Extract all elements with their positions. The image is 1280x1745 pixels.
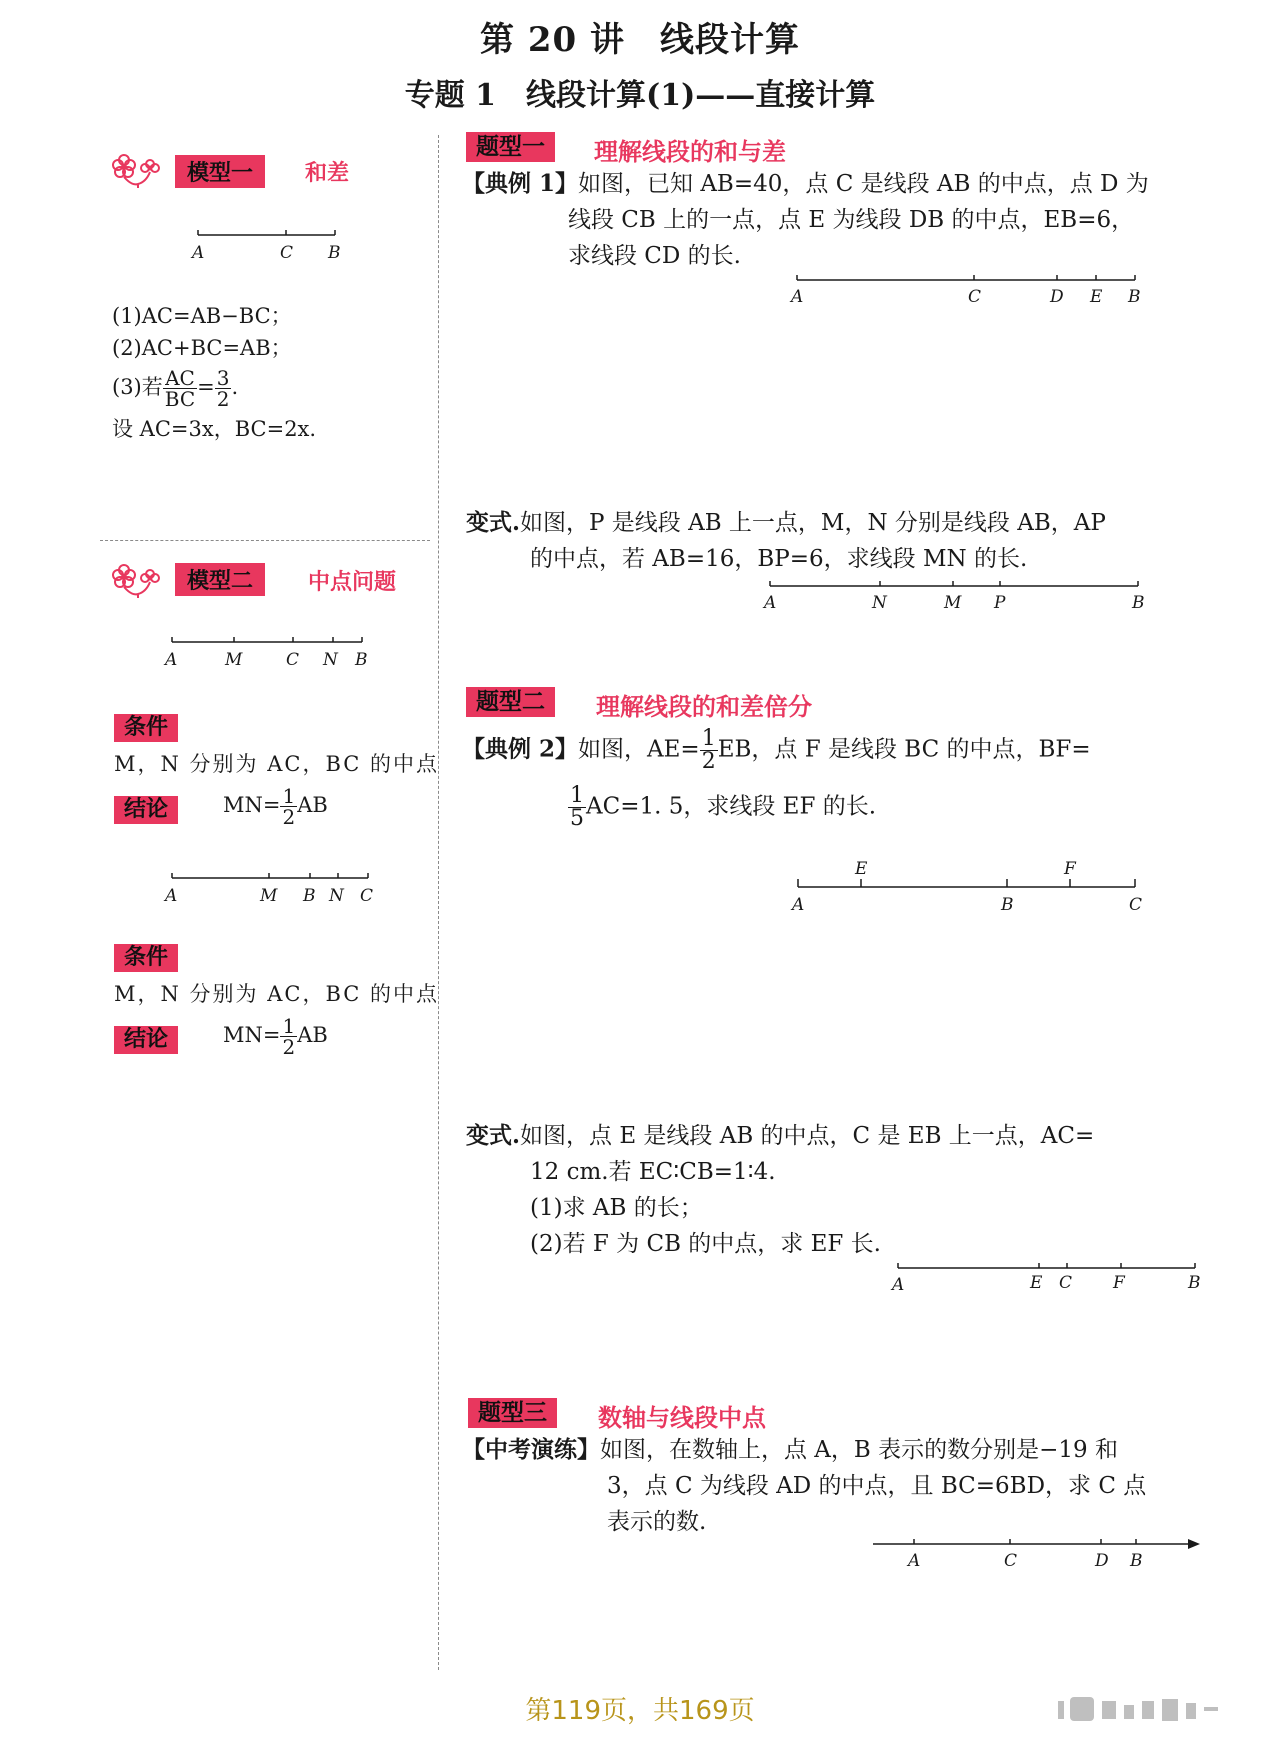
page-title: 第 20 讲 线段计算 — [480, 20, 800, 60]
point-label-c: C — [1129, 895, 1143, 915]
point-label-b: B — [303, 886, 316, 906]
model2-figure2 — [155, 868, 380, 913]
conclusion-tag: 结论 — [114, 796, 178, 824]
point-label-b: B — [355, 650, 368, 670]
variant2-text: 变式.如图，点 E 是线段 AB 的中点，C 是 EB 上一点，AC= 12 cm.若 EC∶CB=1∶4. (1)求 AB 的长； (2)若 F 为 CB 的中点，求 EF 长. — [466, 1122, 1095, 1257]
point-label-c: C — [1004, 1551, 1018, 1571]
point-label-a: A — [892, 1275, 905, 1295]
type3-tag: 题型三 — [468, 1398, 557, 1428]
point-label-a: A — [165, 650, 178, 670]
model2-figure1 — [155, 632, 375, 677]
point-label-b: B — [1128, 287, 1141, 307]
point-label-n: N — [872, 593, 887, 613]
point-label-p: P — [994, 593, 1006, 613]
condition-tag: 条件 — [114, 714, 178, 742]
example1-text: 【典例 1】如图，已知 AB=40，点 C 是线段 AB 的中点，点 D 为 线段 CB 上的一点，点 E 为线段 DB 的中点，EB=6， 求线段 CD 的长. — [462, 170, 1149, 269]
example1-figure — [785, 272, 1145, 312]
variant2-figure — [885, 1260, 1205, 1300]
type2-tag: 题型二 — [466, 687, 555, 717]
flower-icon — [110, 148, 162, 188]
point-label-e: E — [1090, 287, 1103, 307]
example2-figure — [785, 858, 1145, 918]
point-label-b: B — [1001, 895, 1014, 915]
point-label-c: C — [280, 243, 294, 263]
point-label-m: M — [225, 650, 243, 670]
type2-title: 理解线段的和差倍分 — [596, 693, 812, 721]
point-label-c: C — [286, 650, 300, 670]
point-label-m: M — [944, 593, 962, 613]
variant1-figure — [760, 578, 1150, 618]
point-label-d: D — [1050, 287, 1064, 307]
model1-figure — [180, 225, 350, 270]
point-label-n: N — [323, 650, 338, 670]
example2-text: 【典例 2】如图，AE= $\frac{1}{2}$ EB，点 F 是线段 BC 的中点，BF= $\frac{1}{5}$ AC=1. 5，求线段 EF 的长. — [462, 726, 1091, 831]
point-label-a: A — [764, 593, 777, 613]
variant1-label: 变式. — [466, 509, 521, 536]
exam-practice-text: 【中考演练】如图，在数轴上，点 A，B 表示的数分别是−19 和 3，点 C 为线段 AD 的中点，且 BC=6BD，求 C 点 表示的数. — [462, 1436, 1147, 1535]
point-label-c: C — [1059, 1273, 1073, 1293]
point-label-b: B — [1130, 1551, 1143, 1571]
condition-tag: 条件 — [114, 944, 178, 972]
example2-label: 【典例 2】 — [462, 735, 579, 763]
point-label-b: B — [1132, 593, 1145, 613]
point-label-e: E — [855, 859, 868, 879]
variant1-text: 变式.如图，P 是线段 AB 上一点，M，N 分别是线段 AB，AP 的中点，若 AB=16，BP=6，求线段 MN 的长. — [466, 509, 1106, 572]
point-label-a: A — [192, 243, 205, 263]
model1-subtitle: 和差 — [305, 161, 350, 186]
flower-icon — [110, 558, 162, 598]
point-label-a: A — [792, 895, 805, 915]
conclusion-tag: 结论 — [114, 1026, 178, 1054]
point-label-m: M — [260, 886, 278, 906]
model1-text — [112, 300, 432, 445]
point-label-a: A — [791, 287, 804, 307]
model1-tag: 模型一 — [175, 155, 265, 188]
example1-label: 【典例 1】 — [462, 170, 579, 197]
model1-line1: (1)AC=AB−BC； — [112, 304, 292, 328]
point-label-n: N — [329, 886, 344, 906]
point-label-e: E — [1030, 1273, 1043, 1293]
point-label-d: D — [1095, 1551, 1109, 1571]
exam-practice-label: 【中考演练】 — [462, 1436, 600, 1463]
model1-line3: (3)若 $\frac{AC}{BC}$ = $\frac{3}{2}$ . — [112, 366, 239, 411]
point-label-f: F — [1064, 859, 1076, 879]
type1-tag: 题型一 — [466, 132, 555, 162]
point-label-a: A — [165, 886, 178, 906]
section-divider — [100, 540, 430, 541]
point-label-b: B — [1188, 1273, 1201, 1293]
point-label-a: A — [908, 1551, 921, 1571]
point-label-f: F — [1113, 1273, 1125, 1293]
type3-title: 数轴与线段中点 — [598, 1404, 766, 1432]
model1-line4: 设 AC=3x，BC=2x. — [112, 417, 317, 441]
conclusion-formula: MN= $\frac{1}{2}$ AB — [223, 1014, 328, 1059]
condition-text: M，N 分别为 AC，BC 的中点 — [114, 752, 440, 776]
type1-title: 理解线段的和与差 — [594, 138, 786, 166]
page-indicator: 第119页，共169页 — [525, 1696, 755, 1726]
condition-text: M，N 分别为 AC，BC 的中点 — [114, 982, 440, 1006]
number-line-figure — [870, 1535, 1205, 1575]
conclusion-formula: MN= $\frac{1}{2}$ AB — [223, 784, 328, 829]
point-label-c: C — [968, 287, 982, 307]
point-label-b: B — [328, 243, 341, 263]
watermark-bars-icon — [1050, 1695, 1250, 1725]
point-label-c: C — [360, 886, 374, 906]
model2-tag: 模型二 — [175, 563, 265, 596]
column-divider — [438, 135, 439, 1670]
page-subtitle: 专题 1 线段计算(1)——直接计算 — [404, 78, 876, 113]
model2-subtitle: 中点问题 — [308, 570, 397, 595]
variant2-label: 变式. — [466, 1122, 521, 1149]
model1-line2: (2)AC+BC=AB； — [112, 336, 292, 360]
